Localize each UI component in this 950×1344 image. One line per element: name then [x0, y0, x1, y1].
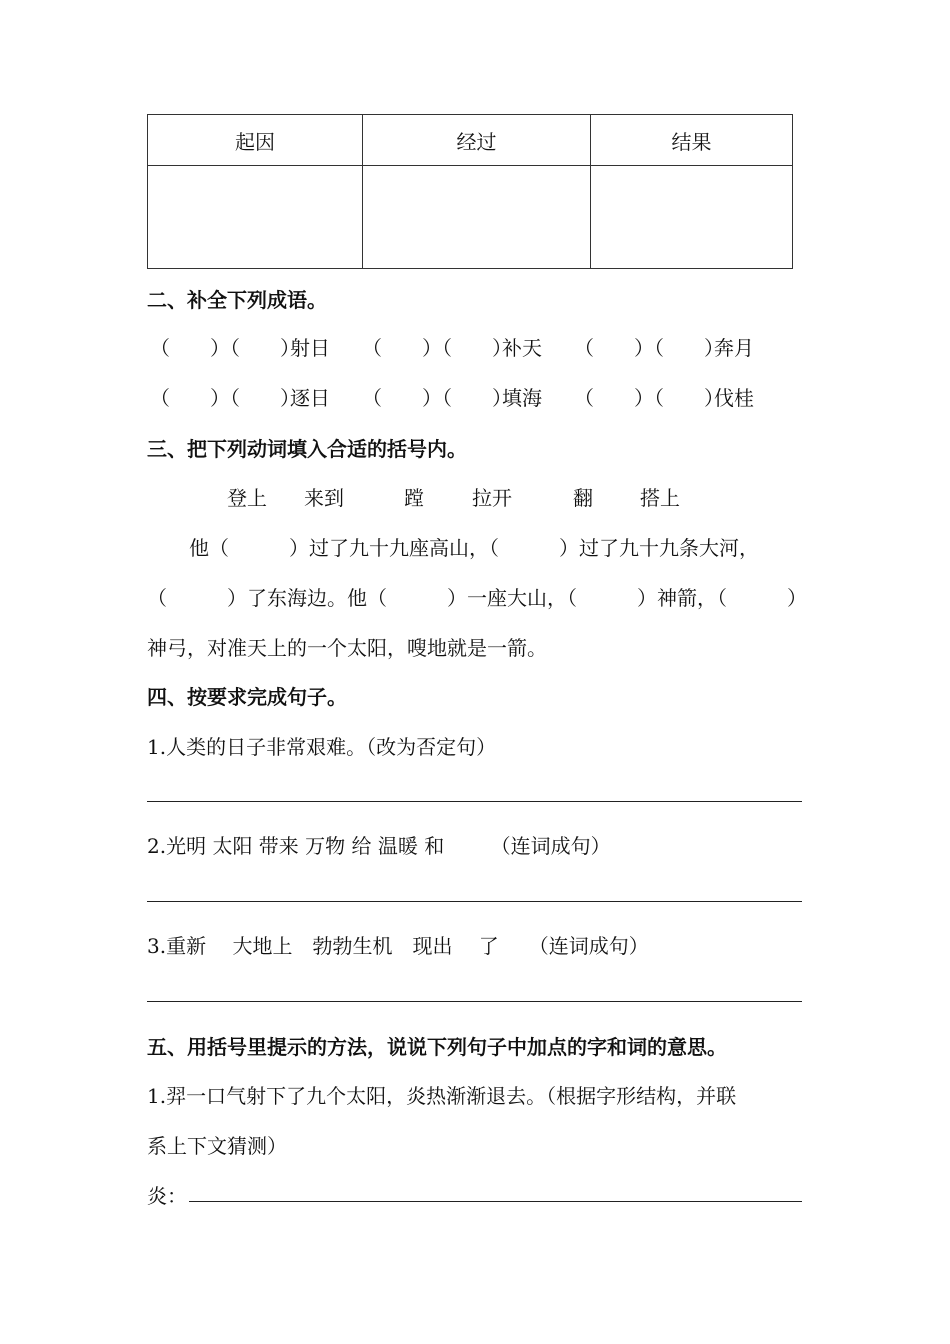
answer-line-4-1[interactable] [147, 801, 802, 802]
story-table [147, 114, 793, 269]
verb-item: 蹚 [404, 486, 424, 510]
section5-title: 五、用括号里提示的方法，说说下列句子中加点的字和词的意思。 [147, 1035, 727, 1059]
idiom-word: 填海 [502, 386, 542, 410]
answer-line-5-1[interactable] [189, 1201, 802, 1202]
idiom-row-1 [150, 332, 786, 361]
cell-cause[interactable] [148, 166, 363, 269]
blank[interactable]: （ ） [362, 336, 442, 360]
blank[interactable]: （ ） [432, 386, 512, 410]
idiom-word: 射日 [290, 336, 330, 360]
answer-line-4-2[interactable] [147, 901, 802, 902]
blank[interactable]: （ ） [150, 336, 230, 360]
idiom-word: 伐桂 [714, 386, 754, 410]
section2-title: 二、补全下列成语。 [147, 288, 327, 312]
blank[interactable]: （ ） [432, 336, 512, 360]
blank[interactable]: （ ） [574, 386, 654, 410]
cell-result[interactable] [591, 166, 793, 269]
fill-line-1: 他（ ）过了九十九座高山，（ ）过了九十九条大河， [189, 536, 759, 560]
blank[interactable]: （ ） [644, 386, 724, 410]
verb-item: 登上 [227, 486, 267, 510]
answer-label-yan: 炎： [147, 1184, 187, 1208]
verb-list [0, 482, 950, 512]
blank[interactable]: （ ） [150, 386, 230, 410]
fill-line-2: （ ）了东海边。他（ ）一座大山，（ ）神箭，（ ） [147, 586, 807, 610]
section3-title: 三、把下列动词填入合适的括号内。 [147, 437, 467, 461]
header-process: 经过 [363, 115, 591, 166]
question-5-1-line-2: 系上下文猜测） [147, 1134, 287, 1158]
cell-process[interactable] [363, 166, 591, 269]
verb-item: 翻 [573, 486, 593, 510]
blank[interactable]: （ ） [644, 336, 724, 360]
blank[interactable]: （ ） [574, 336, 654, 360]
idiom-word: 补天 [502, 336, 542, 360]
question-4-2: 2.光明 太阳 带来 万物 给 温暖 和 （连词成句） [147, 834, 611, 858]
question-4-3: 3.重新 大地上 勃勃生机 现出 了 （连词成句） [147, 934, 649, 958]
header-cause: 起因 [148, 115, 363, 166]
verb-item: 拉开 [472, 486, 512, 510]
header-result: 结果 [591, 115, 793, 166]
section4-title: 四、按要求完成句子。 [147, 685, 347, 709]
idiom-word: 逐日 [290, 386, 330, 410]
blank[interactable]: （ ） [220, 336, 300, 360]
question-4-1: 1.人类的日子非常艰难。（改为否定句） [147, 735, 497, 759]
blank[interactable]: （ ） [220, 386, 300, 410]
idiom-row-2 [150, 382, 786, 411]
verb-item: 来到 [304, 486, 344, 510]
fill-line-3: 神弓，对准天上的一个太阳，嗖地就是一箭。 [147, 636, 547, 660]
question-5-1-line-1: 1.羿一口气射下了九个太阳，炎热渐渐退去。（根据字形结构，并联 [147, 1084, 737, 1108]
idiom-word: 奔月 [714, 336, 754, 360]
verb-item: 搭上 [640, 486, 680, 510]
answer-line-4-3[interactable] [147, 1001, 802, 1002]
blank[interactable]: （ ） [362, 386, 442, 410]
